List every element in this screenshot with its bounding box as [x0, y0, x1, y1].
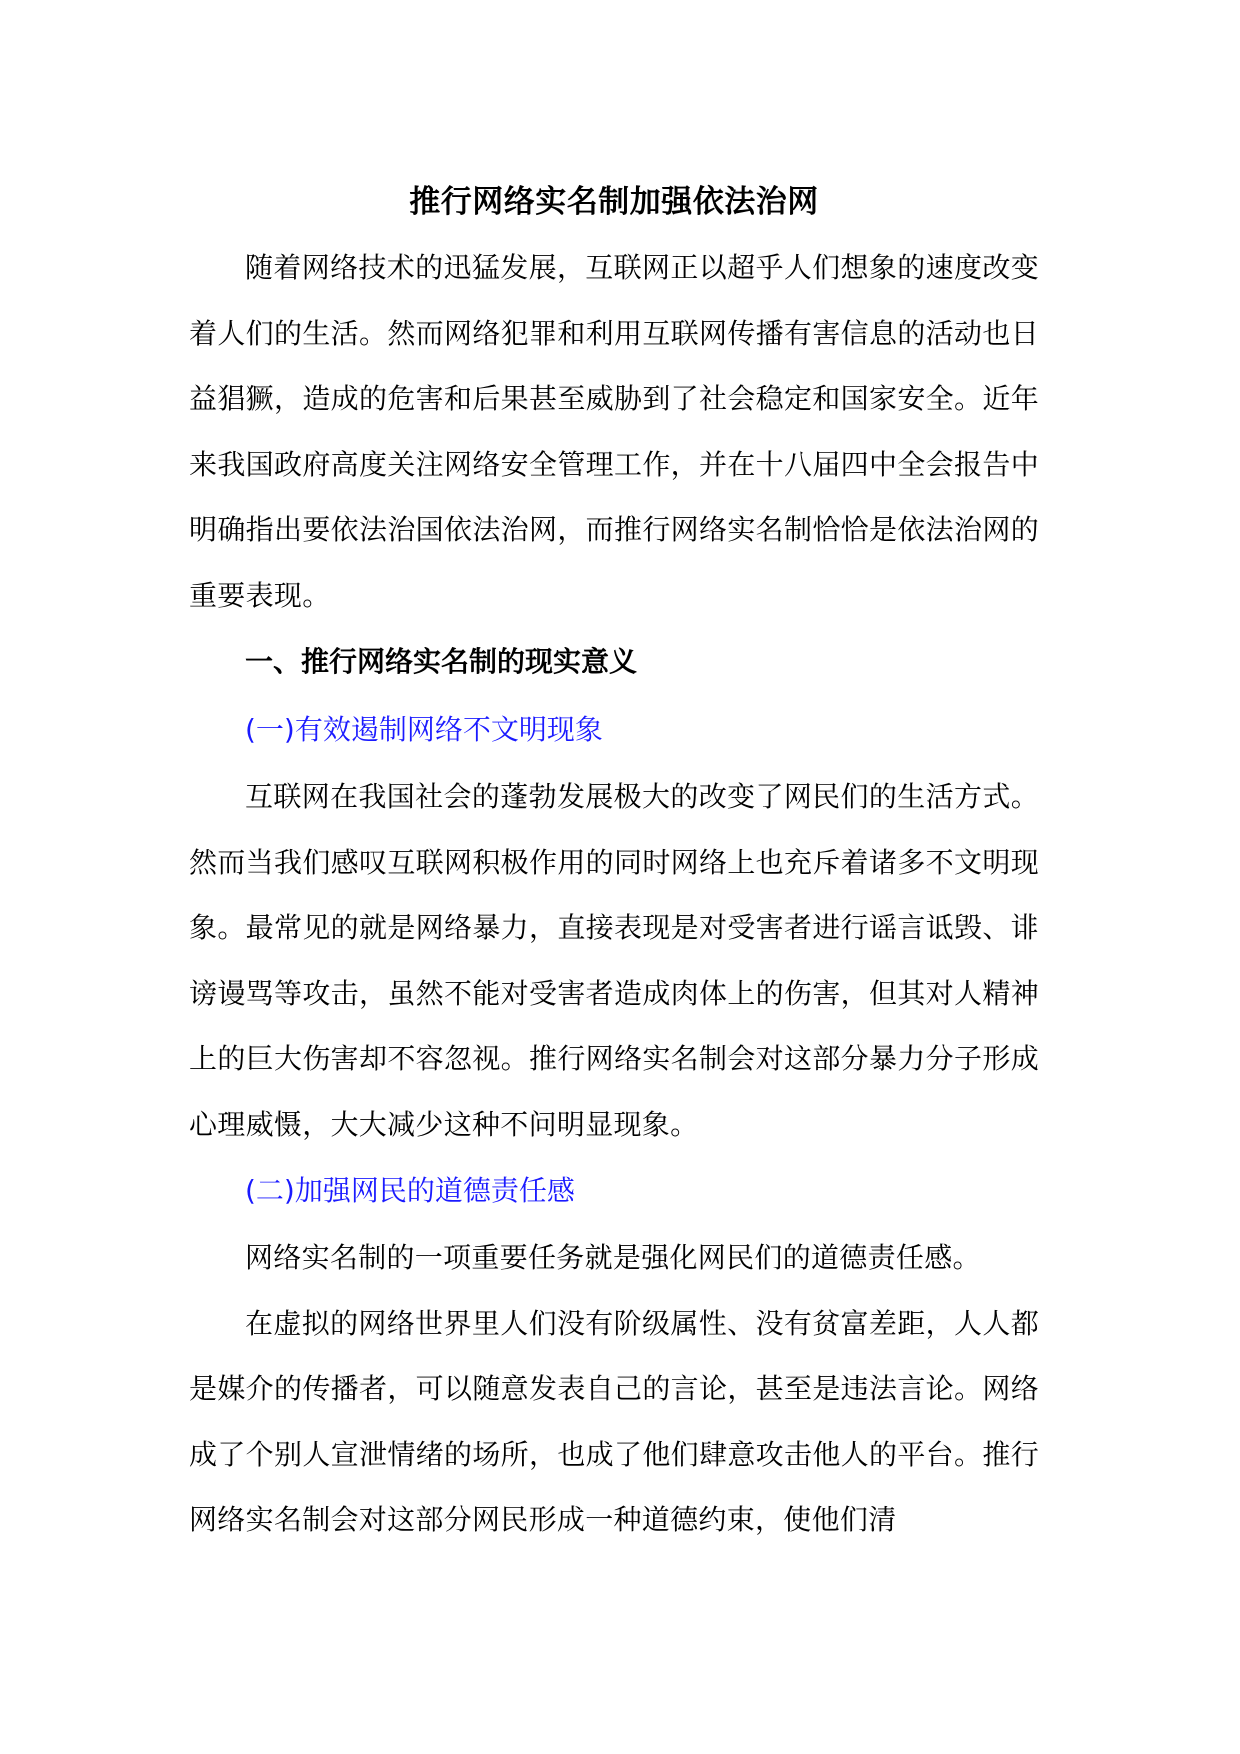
subsection-2-paragraph-2: 在虚拟的网络世界里人们没有阶级属性、没有贫富差距，人人都是媒介的传播者，可以随意发表自己的言论，甚至是违法言论。网络成了个别人宣泄情绪的场所，也成了他们肆意攻击他人的平台。推行网络实名制会对这部分网民形成一种道德约束，使他们清 — [189, 1306, 1039, 1536]
document-title: 推行网络实名制加强依法治网 — [409, 184, 819, 220]
intro-paragraph: 随着网络技术的迅猛发展，互联网正以超乎人们想象的速度改变着人们的生活。然而网络犯罪和利用互联网传播有害信息的活动也日益猖獗，造成的危害和后果甚至威胁到了社会稳定和国家安全。近年来我国政府高度关注网络安全管理工作，并在十八届四中全会报告中明确指出要依法治国依法治网，而推行网络实名制恰恰是依法治网的重要表现。 — [189, 251, 1039, 612]
subsection-2-paragraph-1: 网络实名制的一项重要任务就是强化网民们的道德责任感。 — [245, 1241, 981, 1274]
subsection-heading-2: (二)加强网民的道德责任感 — [245, 1174, 575, 1207]
section-heading-1: 一、推行网络实名制的现实意义 — [245, 645, 638, 678]
document-page — [189, 170, 1039, 1553]
subsection-heading-1: (一)有效遏制网络不文明现象 — [245, 713, 603, 746]
subsection-1-paragraph: 互联网在我国社会的蓬勃发展极大的改变了网民们的生活方式。然而当我们感叹互联网积极作用的同时网络上也充斥着诸多不文明现象。最常见的就是网络暴力，直接表现是对受害者进行谣言诋毁、诽谤谩骂等攻击，虽然不能对受害者造成肉体上的伤害，但其对人精神上的巨大伤害却不容忽视。推行网络实名制会对这部分暴力分子形成心理威慑，大大减少这种不问明显现象。 — [189, 780, 1039, 1141]
